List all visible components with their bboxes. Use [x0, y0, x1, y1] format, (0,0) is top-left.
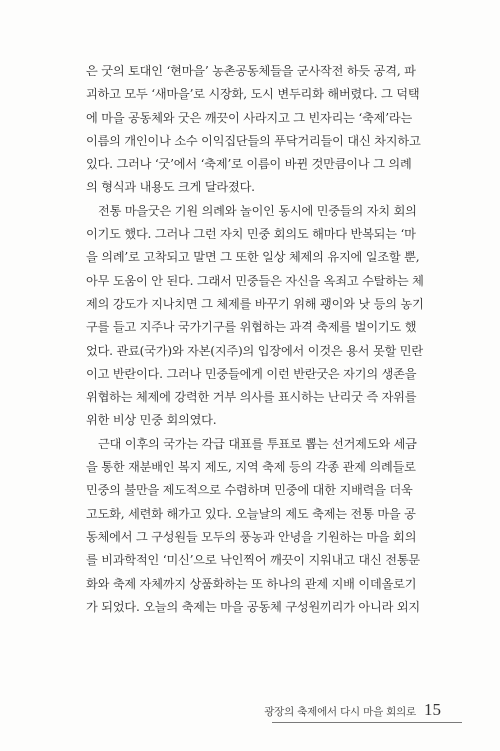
text-line: 화와 축제 자체까지 상품화하는 또 하나의 관제 지배 이데올로기	[86, 576, 417, 591]
text-line: 은 굿의 토대인 ‘현마을’ 농촌공동체들을 군사작전 하듯 공격, 파	[86, 64, 416, 78]
text-line: 위협하는 체제에 강력한 거부 의사를 표시하는 난리굿 즉 자위를	[86, 390, 417, 405]
text-line: 었다. 관료(국가)와 자본(지주)의 입장에서 이것은 용서 못할 민란	[86, 343, 423, 358]
text-line: 있다. 그러나 ‘굿’에서 ‘축제’로 이름이 바뀐 것만큼이나 그 의례	[86, 157, 412, 172]
running-head: 광장의 축제에서 다시 마을 회의로	[264, 706, 416, 718]
text-line: 에 마을 공동체와 굿은 깨끗이 사라지고 그 빈자리는 ‘축제’라는	[86, 110, 413, 125]
text-line: 제의 강도가 지나치면 그 체제를 바꾸기 위해 괭이와 낫 등의 농기	[86, 296, 424, 311]
page-footer	[0, 700, 500, 724]
text-line: 을 의례’로 고착되고 말면 그 또한 일상 체제의 유지에 일조할 뿐,	[86, 250, 420, 265]
text-line: 의 형식과 내용도 크게 달라졌다.	[86, 180, 255, 195]
text-line: 이고 반란이다. 그러나 민중들에게 이런 반란굿은 자기의 생존을	[86, 366, 417, 381]
text-line: 전통 마을굿은 기원 의례와 놀이인 동시에 민중들의 자치 회의	[98, 203, 417, 218]
text-line: 아무 도움이 안 된다. 그래서 민중들은 자신을 옥죄고 수탈하는 체	[86, 273, 424, 288]
text-line: 이기도 했다. 그러나 그런 자치 민중 회의도 해마다 반복되는 ‘마	[86, 227, 416, 242]
text-line: 동체에서 그 구성원들 모두의 풍농과 안녕을 기원하는 마을 회의	[86, 529, 417, 544]
text-line: 을 통한 재분배인 복지 제도, 지역 축제 등의 각종 관제 의례들로	[86, 460, 416, 475]
paragraph-3	[86, 433, 434, 619]
text-line: 이름의 개인이나 소수 이익집단들의 푸닥거리들이 대신 차지하고	[86, 133, 421, 148]
text-line: 가 되었다. 오늘의 축제는 마을 공동체 구성원끼리가 아니라 외지	[86, 599, 420, 614]
text-line: 민중의 불만을 제도적으로 수렴하며 민중에 대한 지배력을 더욱	[86, 483, 413, 498]
text-line: 위한 비상 민중 회의였다.	[86, 413, 217, 428]
text-line: 구를 들고 지주나 국가기구를 위협하는 과격 축제를 벌이기도 했	[86, 320, 417, 335]
text-line: 근대 이후의 국가는 각급 대표를 투표로 뽑는 선거제도와 세금	[98, 436, 417, 451]
body-text	[86, 60, 434, 619]
text-line: 고도화, 세련화 해가고 있다. 오늘날의 제도 축제는 전통 마을 공	[86, 506, 416, 521]
footer-rule	[272, 722, 462, 723]
page-number: 15	[424, 700, 441, 719]
paragraph-1	[86, 60, 434, 200]
paragraph-2	[86, 200, 434, 433]
text-line: 를 비과학적인 ‘미신’으로 낙인찍어 깨끗이 지워내고 대신 전통문	[86, 553, 420, 568]
text-line: 괴하고 모두 ‘새마을’로 시장화, 도시 변두리화 해버렸다. 그 덕택	[86, 87, 420, 102]
